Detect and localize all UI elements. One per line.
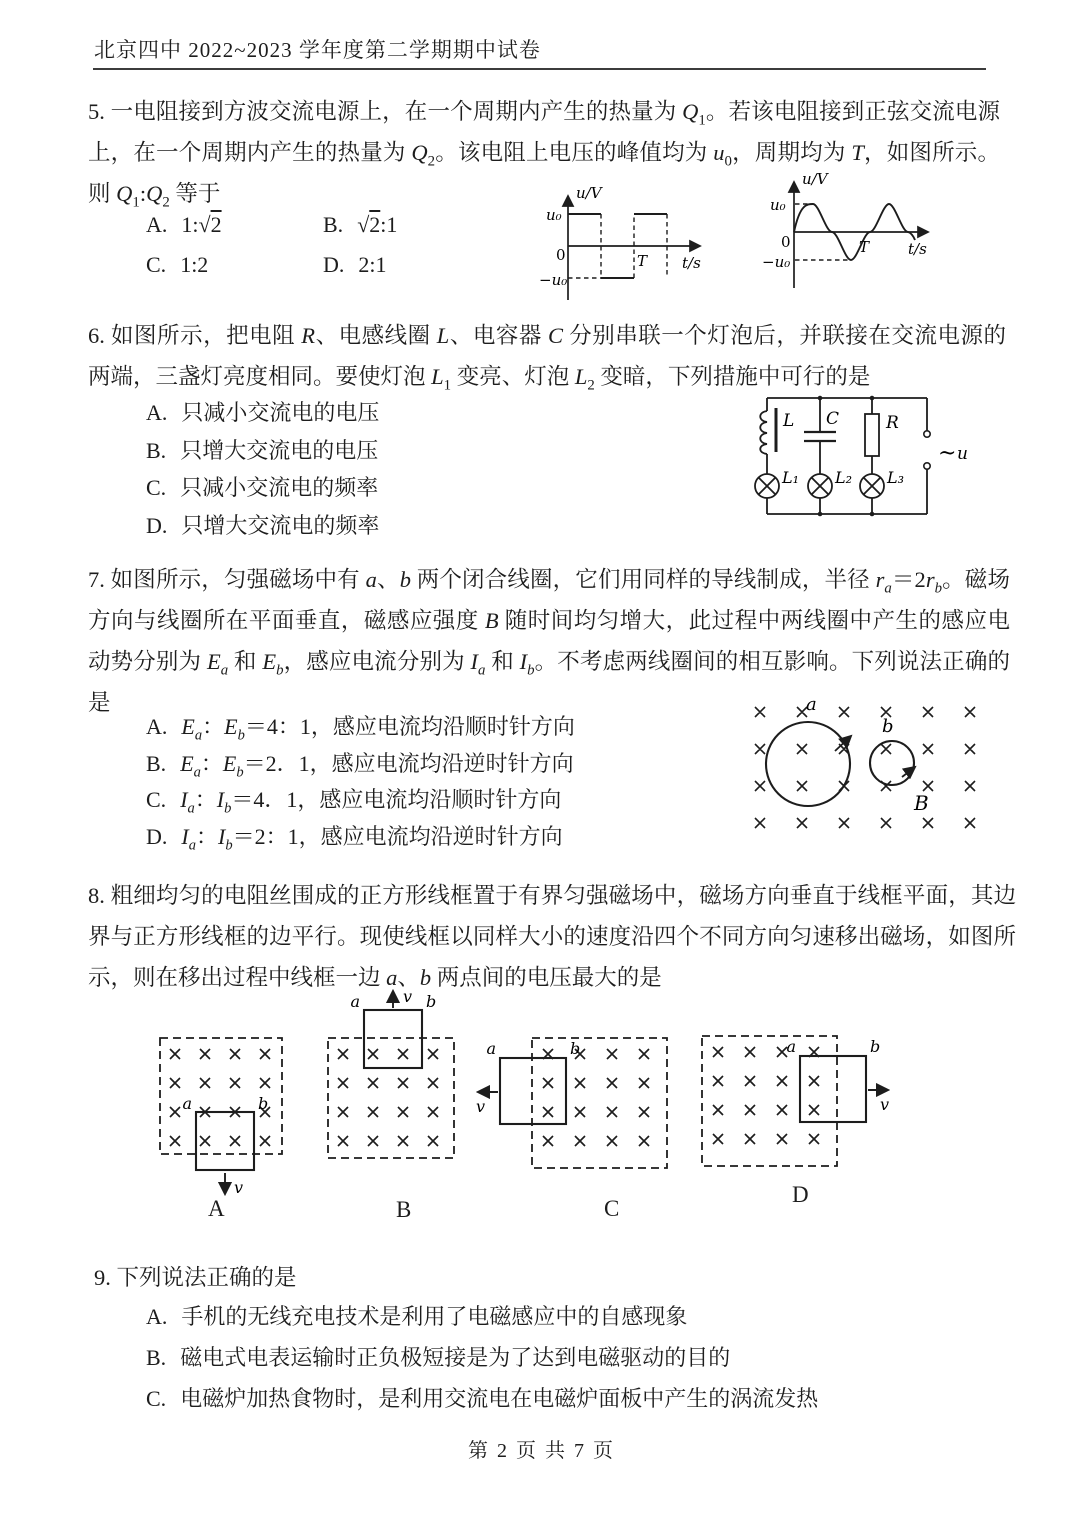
- question-5-text: 5. 一电阻接到方波交流电源上，在一个周期内产生的热量为 $Q_1$。若该电阻接到正弦交流电源上，在一个周期内产生的热量为 $Q_2$。该电阻上电压的峰值均为 $u_0$，周期均为 T，如图所示。则 $Q_1:Q_2$ 等于: [88, 99, 1000, 211]
- header-rule: [93, 68, 986, 70]
- square-y-axis-label: u/V: [576, 184, 602, 202]
- velocity-label: v: [476, 1097, 486, 1116]
- q8-panel-a-diagram: [148, 1022, 308, 1207]
- page-number: 第 2 页 共 7 页: [468, 1440, 615, 1462]
- q5-option-a: [146, 212, 323, 238]
- square-wave-axes: [568, 196, 700, 300]
- resistor-label: R: [886, 413, 899, 433]
- junction-dot: [870, 512, 875, 517]
- question-8-text: 8. 粗细均匀的电阻丝围成的正方形线框置于有界匀强磁场中，磁场方向垂直于线框平面，其边界与正方形线框的边平行。现使线框以同样大小的速度沿四个不同方向匀速移出磁场，如图所示，则在移出过程中线框一边 a、b 两点间的电压最大的是: [88, 883, 1016, 990]
- q8-panel-d-letter: D: [792, 1182, 809, 1207]
- q6-option-c: [146, 471, 379, 509]
- q9-option-c-label: C.: [146, 1386, 167, 1411]
- point-a-label: a: [486, 1039, 496, 1058]
- q8-panel-b-diagram: [318, 986, 478, 1176]
- q6-option-d-label: D.: [146, 512, 168, 538]
- q9-option-b: [146, 1341, 818, 1382]
- point-b-label: b: [570, 1039, 581, 1058]
- lamp3-label: L₃: [887, 468, 905, 487]
- lamps: [755, 474, 884, 498]
- q7-option-c-text: $I_a$：$I_b=4$．1，感应电流均沿顺时针方向: [180, 787, 562, 817]
- ac-symbol: ~: [938, 441, 957, 466]
- wire-frame: [800, 1056, 866, 1122]
- lamp2-cross: [812, 478, 829, 495]
- q7-option-b-label: B.: [146, 750, 167, 776]
- junction-dot: [818, 396, 823, 401]
- point-b-label: b: [426, 992, 437, 1011]
- q6-option-b: [146, 434, 379, 472]
- q6-option-d: [146, 509, 379, 547]
- sine-x-axis-label: t/s: [908, 240, 927, 258]
- resistor-box: [865, 414, 879, 456]
- sine-u0-label: u₀: [770, 196, 786, 214]
- q7-option-a: [146, 710, 575, 747]
- inductor-label: L: [783, 411, 795, 431]
- field-cross-marks: [755, 707, 975, 828]
- square-u0-label: u₀: [546, 206, 562, 224]
- q6-option-d-text: 只增大交流电的频率: [181, 512, 380, 538]
- lamp2-label: L₂: [835, 468, 853, 487]
- field-cross-marks: [713, 1047, 819, 1144]
- inductor-coil: [760, 411, 767, 454]
- point-a-label: a: [786, 1037, 796, 1056]
- q8-panel-d-diagram: [688, 1026, 898, 1186]
- q5-option-d-label: D.: [323, 252, 345, 277]
- q5-option-b-label: B.: [323, 212, 344, 237]
- lamp1-label: L₁: [782, 468, 800, 487]
- square-neg-u0-label: −u₀: [539, 271, 568, 289]
- q7-option-b: [146, 747, 575, 784]
- question-9-text: 9. 下列说法正确的是: [94, 1265, 297, 1290]
- q9-option-b-label: B.: [146, 1345, 167, 1370]
- q8-panel-a-letter: A: [208, 1196, 225, 1221]
- wire-frame: [500, 1058, 566, 1124]
- q7-option-d-label: D.: [146, 823, 168, 849]
- q9-option-c-text: 电磁炉加热食物时，是利用交流电在电磁炉面板中产生的涡流发热: [180, 1386, 819, 1411]
- q6-option-a: [146, 396, 379, 434]
- sine-neg-u0-label: −u₀: [762, 253, 791, 271]
- q6-option-a-label: A.: [146, 400, 168, 425]
- q8-panel-b-letter: B: [396, 1197, 412, 1222]
- question-9-options: [146, 1300, 818, 1423]
- sine-period-label: T: [859, 238, 870, 256]
- terminal-bottom: [924, 463, 930, 469]
- coil-a-circle: [766, 722, 850, 806]
- wire-frame: [364, 1010, 422, 1068]
- q6-option-b-label: B.: [146, 437, 167, 463]
- junction-dot: [818, 512, 823, 517]
- capacitor-plates: [804, 432, 836, 441]
- q9-option-b-text: 磁电式电表运输时正负极短接是为了达到电磁驱动的目的: [180, 1345, 731, 1370]
- coil-b-circle: [870, 741, 914, 785]
- square-zero-label: 0: [556, 246, 566, 264]
- question-7-options: [146, 710, 575, 856]
- q5-option-d-text: 2:1: [358, 252, 387, 277]
- junction-dot: [870, 396, 875, 401]
- coil-b-label: b: [882, 716, 894, 737]
- q7-option-c-label: C.: [146, 787, 167, 812]
- field-b-label: B: [914, 791, 929, 815]
- square-period-label: T: [637, 252, 648, 270]
- velocity-label: v: [234, 1178, 244, 1197]
- question-5-options: [146, 212, 586, 278]
- q5-option-a-label: A.: [146, 212, 168, 237]
- question-6-text: 6. 如图所示，把电阻 R、电感线圈 L、电容器 C 分别串联一个灯泡后，并联接在交流电源的两端，三盏灯亮度相同。要使灯泡 $L_1$ 变亮、灯泡 $L_2$ 变暗，下列措施中可行的是: [88, 323, 1006, 394]
- q6-option-c-label: C.: [146, 475, 167, 500]
- q5-option-b-text: √2:1: [357, 212, 398, 237]
- point-a-label: a: [350, 992, 360, 1011]
- q7-option-c: [146, 783, 575, 820]
- q6-option-b-text: 只增大交流电的电压: [180, 437, 379, 463]
- source-terminals: [924, 431, 930, 469]
- field-cross-marks: [543, 1049, 649, 1146]
- q5-option-c: [146, 252, 323, 278]
- sine-y-axis-label: u/V: [802, 170, 828, 188]
- q7-option-a-label: A.: [146, 714, 168, 739]
- q7-option-d-text: $I_a$：$I_b=2$：1，感应电流均沿逆时针方向: [181, 823, 563, 853]
- sine-wave-graph: [758, 170, 943, 295]
- q7-option-d: [146, 820, 575, 857]
- question-6-options: [146, 396, 379, 546]
- q6-option-c-text: 只减小交流电的频率: [180, 475, 379, 500]
- sine-zero-label: 0: [781, 233, 791, 251]
- q9-option-a-label: A.: [146, 1304, 168, 1329]
- source-label: u: [957, 444, 968, 464]
- coils-in-field-diagram: [742, 692, 1000, 840]
- q9-option-c: [146, 1382, 818, 1423]
- point-b-label: b: [258, 1094, 269, 1113]
- square-x-axis-label: t/s: [682, 254, 701, 272]
- lamp1-cross: [759, 478, 776, 495]
- q5-option-c-label: C.: [146, 252, 167, 277]
- capacitor-label: C: [826, 409, 840, 429]
- coil-a-label: a: [806, 694, 817, 715]
- q7-option-a-text: $E_a$：$E_b=4$：1，感应电流均沿顺时针方向: [181, 714, 575, 744]
- q8-panel-c-diagram: [470, 1028, 675, 1188]
- q9-option-a: [146, 1300, 818, 1341]
- page-title: 北京四中 2022~2023 学年度第二学期期中试卷: [94, 38, 541, 62]
- terminal-top: [924, 431, 930, 437]
- question-7-text: 7. 如图所示，匀强磁场中有 a、b 两个闭合线圈，它们用同样的导线制成，半径 $r_a=2r_b$。磁场方向与线圈所在平面垂直，磁感应强度 B 随时间均匀增大，此过程中两线圈中产生的感应电动势分别为 $E_a$ 和 $E_b$，感应电流分别为 $I_a$ 和 $I_b$。不考虑两线圈间的相互影响。下列说法正确的是: [88, 567, 1010, 715]
- q7-option-b-text: $E_a$：$E_b=2$．1，感应电流均沿逆时针方向: [180, 750, 574, 780]
- square-wave-graph: [538, 182, 713, 307]
- q9-option-a-text: 手机的无线充电技术是利用了电磁感应中的自感现象: [181, 1304, 688, 1329]
- q5-option-c-text: 1:2: [180, 252, 209, 277]
- velocity-label: v: [403, 987, 413, 1006]
- ac-circuit-diagram: [742, 386, 1000, 524]
- sine-axes: [794, 182, 928, 288]
- velocity-label: v: [880, 1095, 890, 1114]
- lamp3-cross: [864, 478, 881, 495]
- point-b-label: b: [870, 1037, 881, 1056]
- q6-option-a-text: 只减小交流电的电压: [181, 400, 380, 425]
- point-a-label: a: [182, 1094, 192, 1113]
- q8-panel-c-letter: C: [604, 1196, 620, 1221]
- q5-option-a-text: 1:√2: [181, 212, 222, 237]
